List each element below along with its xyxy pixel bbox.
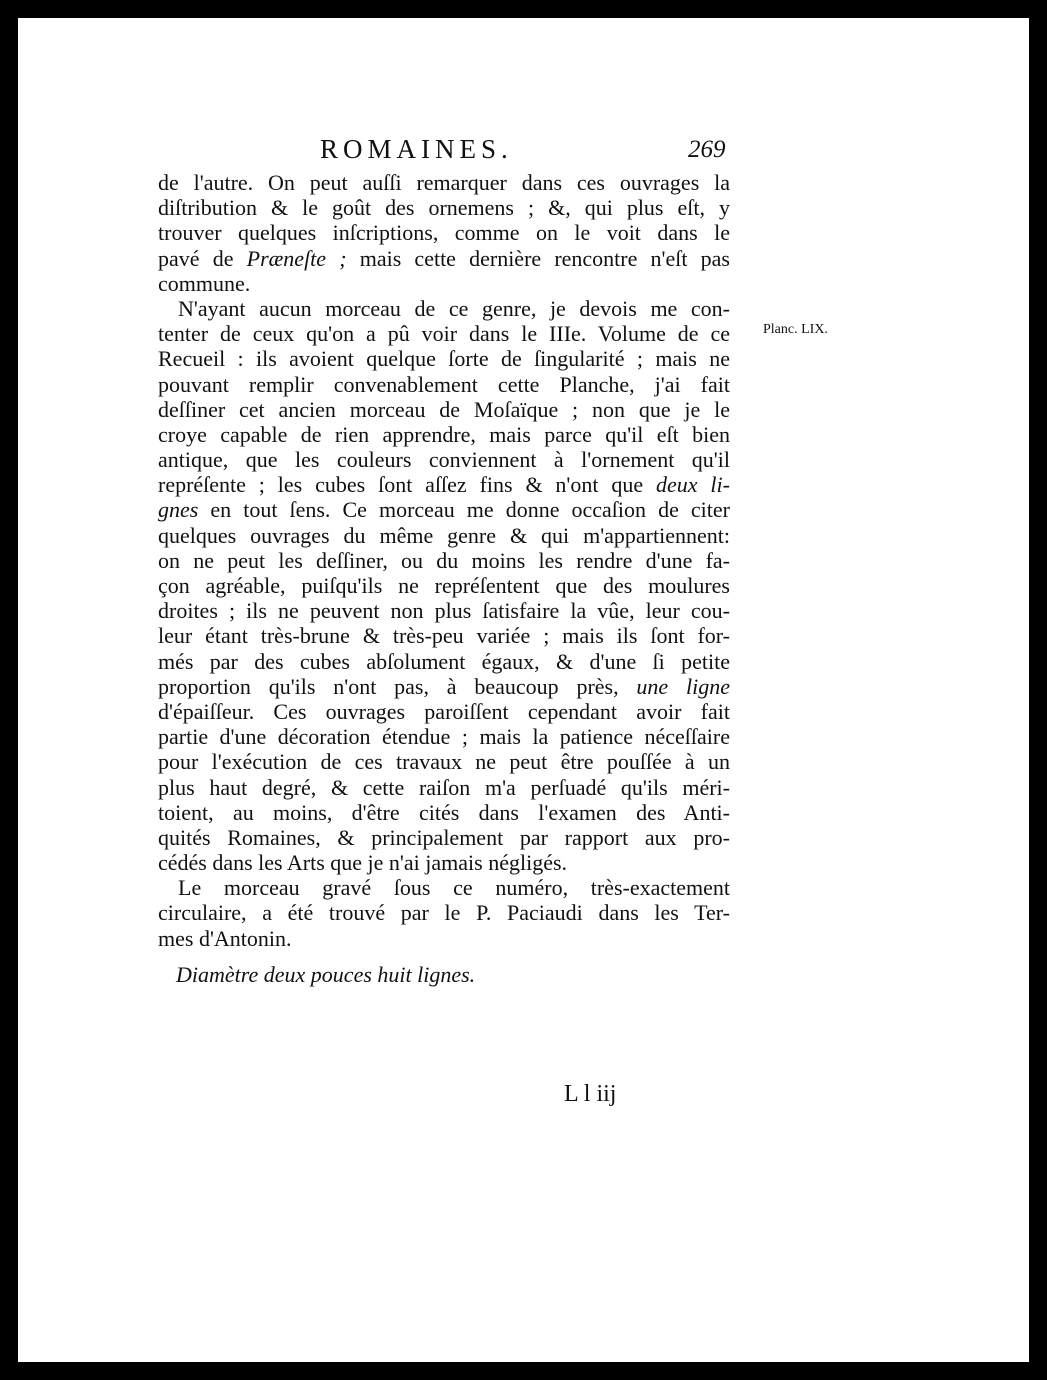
text-segment: trouver quelques inſcriptions, comme on le voit dans le (158, 220, 730, 246)
text-segment: Recueil : ils avoient quelque ſorte de ſingularité ; mais ne (158, 346, 730, 372)
text-segment: més par des cubes abſolument égaux, & d'une ſi petite (158, 648, 730, 674)
body-text (158, 170, 730, 951)
text-line (158, 598, 730, 623)
italic-segment: gnes (158, 497, 199, 523)
text-line (158, 346, 730, 371)
text-line (158, 900, 730, 925)
text-line (158, 548, 730, 573)
text-segment: deſſiner cet ancien morceau de Moſaïque ; non que je le (158, 396, 730, 422)
text-segment: leur étant très-brune & très-peu variée ; mais ils ſont for- (158, 623, 730, 649)
text-line (158, 850, 730, 875)
italic-segment: deux li- (656, 472, 730, 498)
text-segment: de l'autre. On peut auſſi remarquer dans ces ouvrages la (158, 170, 730, 195)
text-segment: croye capable de rien apprendre, mais parce qu'il eſt bien (158, 421, 730, 447)
text-line (158, 623, 730, 648)
text-line (158, 749, 730, 774)
text-segment: proportion qu'ils n'ont pas, à beaucoup près, (158, 673, 637, 699)
text-line (158, 447, 730, 472)
page-header (18, 134, 1029, 174)
text-segment: on ne peut les deſſiner, ou du moins les rendre d'une fa- (158, 547, 730, 573)
text-segment: commune. (158, 270, 251, 296)
text-segment: partie d'une décoration étendue ; mais la patience néceſſaire (158, 724, 730, 750)
book-page (18, 18, 1029, 1362)
text-segment: quelques ouvrages du même genre & qui m'appartiennent: (158, 522, 730, 548)
text-segment: droites ; ils ne peuvent non plus ſatisfaire la vûe, leur cou- (158, 598, 730, 624)
text-segment: circulaire, a été trouvé par le P. Paciaudi dans les Ter- (158, 900, 730, 926)
text-line (158, 699, 730, 724)
text-segment: antique, que les couleurs conviennent à l'ornement qu'il (158, 447, 730, 473)
text-line (158, 397, 730, 422)
running-title: ROMAINES. (320, 134, 513, 164)
text-line (158, 649, 730, 674)
text-line (158, 875, 730, 900)
page-number: 269 (688, 136, 726, 163)
text-line (158, 296, 730, 321)
text-line (158, 800, 730, 825)
text-segment: mes d'Antonin. (158, 925, 292, 951)
text-line (158, 674, 730, 699)
text-segment: quités Romaines, & principalement par rapport aux pro- (158, 824, 730, 850)
text-segment: mais cette dernière rencontre n'eſt pas (346, 245, 730, 271)
text-line (158, 372, 730, 397)
text-segment: tenter de ceux qu'on a pû voir dans le IIIe. Volume de ce (158, 321, 730, 347)
text-segment: pouvant remplir convenablement cette Planche, j'ai fait (158, 371, 730, 397)
text-segment: cédés dans les Arts que je n'ai jamais négligés. (158, 850, 568, 876)
text-line (158, 724, 730, 749)
text-segment: Le morceau gravé ſous ce numéro, très-exactement (178, 875, 730, 901)
text-line (158, 170, 730, 195)
text-segment: N'ayant aucun morceau de ce genre, je devois me con- (178, 295, 730, 321)
text-line (158, 271, 730, 296)
signature-mark: L l iij (564, 1081, 617, 1107)
italic-segment: Præneſte ; (246, 245, 347, 271)
text-segment: diſtribution & le goût des ornemens ; &, qui plus eſt, y (158, 195, 730, 221)
text-line (158, 825, 730, 850)
text-segment: d'épaiſſeur. Ces ouvrages paroiſſent cependant avoir fait (158, 698, 730, 724)
text-segment: toient, au moins, d'être cités dans l'examen des Anti- (158, 799, 730, 825)
dimension-note: Diamètre deux pouces huit lignes. (176, 962, 476, 987)
text-line (158, 246, 730, 271)
text-segment: en tout ſens. Ce morceau me donne occaſion de citer (198, 497, 730, 523)
margin-note-plate-reference: Planc. LIX. (763, 322, 828, 337)
text-segment: plus haut degré, & cette raiſon m'a perſuadé qu'ils méri- (158, 774, 730, 800)
text-line (158, 220, 730, 245)
text-line (158, 422, 730, 447)
text-line (158, 321, 730, 346)
text-line (158, 195, 730, 220)
text-line (158, 472, 730, 497)
text-line (158, 497, 730, 522)
text-segment: pour l'exécution de ces travaux ne peut être pouſſée à un (158, 749, 730, 775)
text-line (158, 926, 730, 951)
text-segment: pavé de (158, 245, 247, 271)
text-line (158, 573, 730, 598)
text-segment: repréſente ; les cubes ſont aſſez fins & n'ont que (158, 472, 657, 498)
italic-segment: une ligne (636, 673, 730, 699)
text-line (158, 523, 730, 548)
text-line (158, 775, 730, 800)
text-segment: çon agréable, puiſqu'ils ne repréſentent que des moulures (158, 573, 730, 598)
